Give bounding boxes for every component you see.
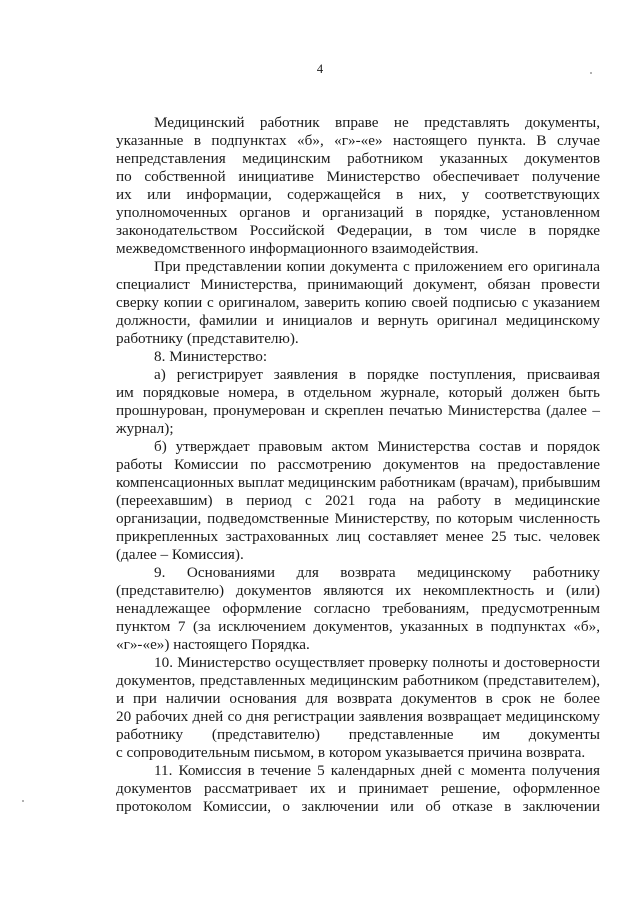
text-line: и при наличии основания для возврата документов в срок не более <box>116 690 600 707</box>
text-line: межведомственного информационного взаимодействия. <box>116 240 479 257</box>
text-line: а) регистрирует заявления в порядке поступления, присваивая <box>154 366 600 383</box>
text-line: работы Комиссии по рассмотрению документов на предоставление <box>116 456 600 473</box>
text-line: 11. Комиссия в течение 5 календарных дней с момента получения <box>154 762 600 779</box>
text-line: уполномоченных органов и организаций в порядке, установленном <box>116 204 600 221</box>
text-line: ненадлежащее оформление согласно требованиям, предусмотренным <box>116 600 600 617</box>
text-line: (переехавшим) в период с 2021 года на работу в медицинские <box>116 492 600 509</box>
text-line: 10. Министерство осуществляет проверку полноты и достоверности <box>154 654 600 671</box>
text-line: законодательством Российской Федерации, в том числе в порядке <box>116 222 600 239</box>
section-heading: 8. Министерство: <box>154 348 268 365</box>
text-line: (далее – Комиссия). <box>116 546 244 563</box>
text-line: 20 рабочих дней со дня регистрации заявления возвращает медицинскому <box>116 708 600 725</box>
text-line: специалист Министерства, принимающий документ, обязан провести <box>116 276 600 293</box>
text-line: прикрепленных застрахованных лиц составляет менее 25 тыс. человек <box>116 528 600 545</box>
text-line: Медицинский работник вправе не представлять документы, <box>154 114 600 131</box>
text-line: При представлении копии документа с приложением его оригинала <box>154 258 600 275</box>
text-line: (представителю) документов являются их некомплектность и (или) <box>116 582 600 599</box>
text-line: документов рассматривает их и принимает решение, оформленное <box>116 780 600 797</box>
text-line: 9. Основаниями для возврата медицинскому работнику <box>154 564 600 581</box>
text-line: им порядковые номера, в отдельном журнале, который должен быть <box>116 384 600 401</box>
text-line: организации, подведомственные Министерству, по которым численность <box>116 510 600 527</box>
text-line: указанные в подпунктах «б», «г»-«е» настоящего пункта. В случае <box>116 132 600 149</box>
text-line: компенсационных выплат медицинским работникам (врачам), прибывшим <box>116 474 601 491</box>
text-line: б) утверждает правовым актом Министерства состав и порядок <box>154 438 600 455</box>
text-line: по собственной инициативе Министерство обеспечивает получение <box>116 168 600 185</box>
text-line: документов, представленных медицинским работником (представителем), <box>116 672 600 689</box>
text-line: «г»-«е») настоящего Порядка. <box>116 636 310 653</box>
page-number: 4 <box>316 62 324 76</box>
text-line: с сопроводительным письмом, в котором указывается причина возврата. <box>116 744 586 761</box>
scan-speck <box>22 800 24 802</box>
text-line: работнику (представителю) представленные им документы <box>116 726 600 743</box>
text-line: непредставления медицинским работником указанных документов <box>116 150 600 167</box>
scan-speck <box>590 72 592 74</box>
text-line: журнал); <box>116 420 174 437</box>
text-line: прошнурован, пронумерован и скреплен печатью Министерства (далее – <box>116 402 600 419</box>
text-line: сверку копии с оригиналом, заверить копию своей подписью с указанием <box>116 294 600 311</box>
text-line: протоколом Комиссии, о заключении или об отказе в заключении <box>116 798 600 815</box>
text-line: должности, фамилии и инициалов и вернуть оригинал медицинскому <box>116 312 600 329</box>
text-line: работнику (представителю). <box>116 330 299 347</box>
text-line: пунктом 7 (за исключением документов, указанных в подпунктах «б», <box>116 618 600 635</box>
text-line: их или информации, содержащейся в них, у соответствующих <box>116 186 600 203</box>
